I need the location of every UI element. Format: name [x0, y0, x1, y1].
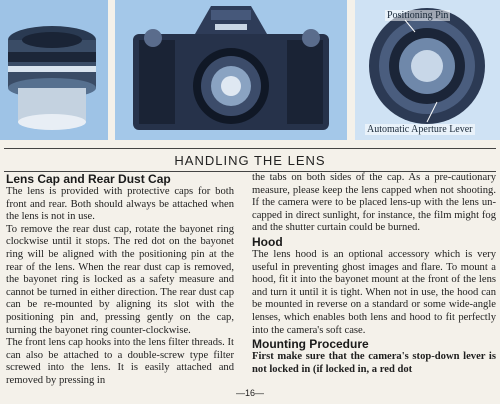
lens-cap-heading: Lens Cap and Rear Dust Cap: [6, 172, 171, 186]
section-header: [4, 148, 496, 172]
lens-photo: [0, 0, 108, 140]
positioning-pin-label: Positioning Pin: [387, 10, 449, 21]
mounting-procedure-heading: Mounting Procedure: [252, 337, 369, 352]
section-title: HANDLING THE LENS: [174, 152, 326, 168]
left-column: [6, 172, 234, 388]
right-column: [252, 172, 496, 376]
lens-mount-photo: [355, 0, 500, 140]
lens-cap-paragraph-3: The front lens cap hooks into the lens filter threads. It can also be attached to a double-screw type filter screwed into the lens. It is easily attached and removed by pressing in: [6, 337, 234, 386]
lens-cap-paragraph-1: The lens is provided with protective caps for both front and rear. Both should always be attached when the lens is not in use.: [6, 186, 234, 223]
automatic-aperture-lever-label: Automatic Aperture Lever: [367, 124, 473, 135]
camera-body-photo: [115, 0, 347, 140]
hood-heading: Hood: [252, 234, 283, 249]
lens-cap-paragraph-continued: the tabs on both sides of the cap. As a pre-cautionary measure, please keep the lens capped when not shooting. If the camera were to be placed lens-up with the lens un-capped in direct sunlight, for instance, the film might fog and the shutter curtain could be burned.: [252, 172, 496, 234]
hood-paragraph: The lens hood is an optional accessory which is very useful in preventing ghost images and flare. To mount a hood, fit it into the bayonet mount at the front of the lens and turn it until it is tight. When not in use, the hood can be mounted in reverse on a standard or some wide-angle lenses, which enables both lens and hood to fit perfectly into the camera's soft case.: [252, 248, 496, 336]
lens-cap-paragraph-2: To remove the rear dust cap, rotate the bayonet ring clockwise until it stops. The red dot on the bayonet ring will be aligned with the positioning pin at the rear of the lens. When the rear dust cap is removed, the bayonet ring is locked as a safety measure and cannot be turned in either direction. The rear dust cap can be re-mounted by aligning its slot with the positioning pin and, pressing gently on the cap, turning the bayonet ring counter-clockwise.: [6, 223, 234, 336]
page-number: —16—: [235, 388, 264, 398]
mounting-procedure-paragraph: First make sure that the camera's stop-down lever is not locked in (if locked in, a red dot: [252, 351, 496, 375]
